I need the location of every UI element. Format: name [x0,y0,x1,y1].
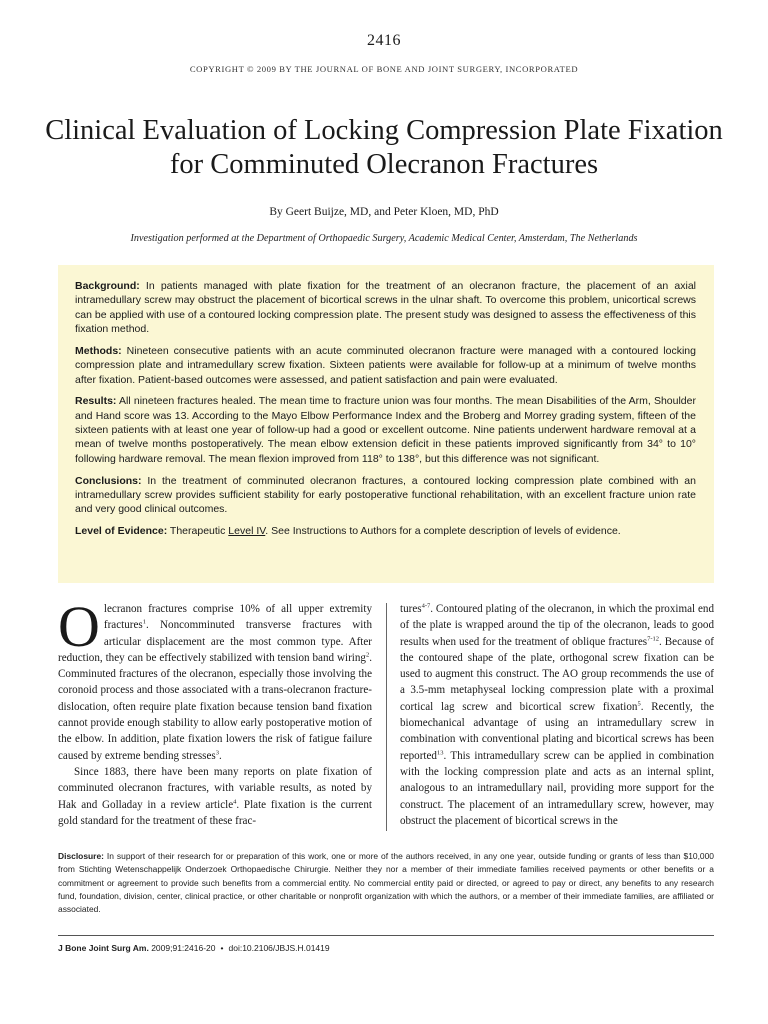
abstract-label: Results: [75,395,117,408]
column-divider [386,603,387,831]
body-paragraph [400,601,714,829]
footer-journal: J Bone Joint Surg Am. [58,943,149,953]
abstract-text: Nineteen consecutive patients with an acute comminuted olecranon fracture were managed with a contoured locking compression plate and intramedullary screw fixation. Sixteen patients were available for follow-up at a minimum of twelve months after fixation. Patient-based outcomes were assessed, and patient satisfaction and pain were evaluated. [75,344,696,386]
body-text: . Plate fixation is the current gold standard for the treatment of these frac- [58,798,372,827]
body-column-left [58,594,372,829]
abstract-text: In the treatment of comminuted olecranon fractures, a contoured locking compression plate combined with an intramedullary screw provides sufficient stability for early postoperative functional rehabilitation, with an excellent fracture union rate and very good clinical outcomes. [75,474,696,516]
footer-doi[interactable]: doi:10.2106/JBJS.H.01419 [228,943,330,953]
abstract-label: Conclusions: [75,474,142,487]
reference-marker[interactable]: 4-7 [421,602,431,610]
page-number: 2416 [367,32,401,49]
body-text: tures [400,603,422,615]
body-text: . Noncomminuted transverse fractures with articular displacement are the most common type. After reduction, they can be effectively stabilized with tension band wiring [58,619,372,664]
copyright-line: COPYRIGHT © 2009 BY THE JOURNAL OF BONE AND JOINT SURGERY, INCORPORATED [189,64,579,74]
body-paragraph [58,594,372,764]
disclosure-note [58,850,714,916]
reference-marker[interactable]: 13 [436,748,444,756]
body-text: lecranon fractures comprise 10% of all upper extremity fractures [103,603,372,632]
abstract-text: . See Instructions to Authors for a complete description of levels of evidence. [265,525,621,538]
abstract-conclusions [75,474,696,517]
abstract-methods [75,344,696,387]
abstract-label: Level of Evidence: [75,525,168,538]
article-title: Clinical Evaluation of Locking Compression Plate Fixation for Comminuted Olecranon Fractures [45,115,723,180]
body-text: . This intramedullary screw can be applied in combination with the locking compression plate and acts as an internal splint, analogous to an intramedullary nail, providing more support for the construct. The placement of an intramedullary screw, however, may obstruct the placement of bicortical screws in the [400,749,714,827]
footer-divider [58,935,714,936]
body-text: Since 1883, there have been many reports on plate fixation of comminuted olecranon fractures, with variable results, as noted by Hak and Golladay in a review article [58,765,372,811]
drop-cap: O [58,594,100,659]
footer-citation: 2009;91:2416-20 [148,943,216,953]
reference-marker[interactable]: 4 [233,797,237,805]
abstract-text: Therapeutic [167,525,229,538]
abstract-results [75,394,696,466]
reference-marker[interactable]: 5 [637,700,641,708]
author-line: By Geert Buijze, MD, and Peter Kloen, MD, PhD [269,206,499,218]
reference-marker[interactable]: 3 [215,748,219,756]
abstract-label: Methods: [75,344,122,357]
reference-marker[interactable]: 7-12 [647,634,659,642]
abstract-label: Background: [75,280,140,292]
body-column-right [400,601,714,829]
body-text: . Comminuted fractures of the olecranon, especially those involving the coronoid process and those associated with a trans-olecranon fracture-dislocation, often require plate fixation because tension band fixation cannot provide enough stability to allow early postoperative motion of the elbow. In addition, plate fixation lowers the risk of fatigue failure caused by extreme bending stresses [58,651,372,762]
body-paragraph [58,764,372,829]
body-columns [58,594,715,837]
body-text: . [218,749,222,762]
affiliation-line: Investigation performed at the Department of Orthopaedic Surgery, Academic Medical Center, Amsterdam, The Netherlands [130,233,638,244]
level-of-evidence-link[interactable]: Level IV [228,525,266,538]
abstract-level-of-evidence [75,524,696,538]
reference-marker[interactable]: 2 [365,651,370,659]
body-text: . Because of the contoured shape of the plate, orthogonal screw fixation can be used to augment this construct. The AO group recommends the use of a 3.5-mm metaphyseal locking compression plate with a proximal cortical lag screw and bicortical screw fixation [400,635,714,713]
footer-bullet: • [220,943,224,953]
abstract-background [75,279,696,336]
body-text: . Recently, the biomechanical advantage of using an intramedullary screw in combination with conventional plating and bicortical screws has been reported [400,700,715,762]
reference-marker[interactable]: 1 [142,618,146,626]
abstract-text: All nineteen fractures healed. The mean time to fracture union was four months. The mean Disabilities of the Arm, Shoulder and Hand score was 13. According to the Mayo Elbow Performance Index and the Broberg and Morrey grading system, fifteen of the sixteen patients with at least one year of follow-up had a good or excellent outcome. Nine patients underwent hardware removal at a mean of twelve months postoperatively. The mean elbow extension deficit in these patients improved significantly from 34° to 10° following hardware removal. The mean flexion improved from 118° to 138°, but this difference was not significant. [75,395,696,465]
abstract-text: In patients managed with plate fixation for the treatment of an olecranon fracture, the placement of an axial intramedullary screw may obstruct the placement of bicortical screws in the ulnar shaft. To overcome this problem, unicortical screws can be applied with use of a contoured locking compression plate. The present study was designed to assess the effectiveness of this fixation method. [75,280,696,336]
disclosure-label: Disclosure: [58,851,104,861]
abstract-box [58,265,714,583]
disclosure-text: In support of their research for or preparation of this work, one or more of the authors received, in any one year, outside funding or grants of less than $10,000 from Stichting Wetenschappelijk Onderzoek Orthopaedische Chirurgie. Neither they nor a member of their immediate families received payments or other benefits or a commitment or agreement to provide such benefits from a commercial entity. No commercial entity paid or directed, or agreed to pay or direct, any benefits to any research fund, foundation, division, center, clinical practice, or other charitable or nonprofit organization with which the authors, or a member of their immediate families, are affiliated or associated. [58,851,714,915]
body-text: . Contoured plating of the olecranon, in which the proximal end of the plate is wrapped around the tip of the olecranon, leads to good results when used for the treatment of oblique fractures [400,603,714,648]
page-footer [58,943,330,953]
